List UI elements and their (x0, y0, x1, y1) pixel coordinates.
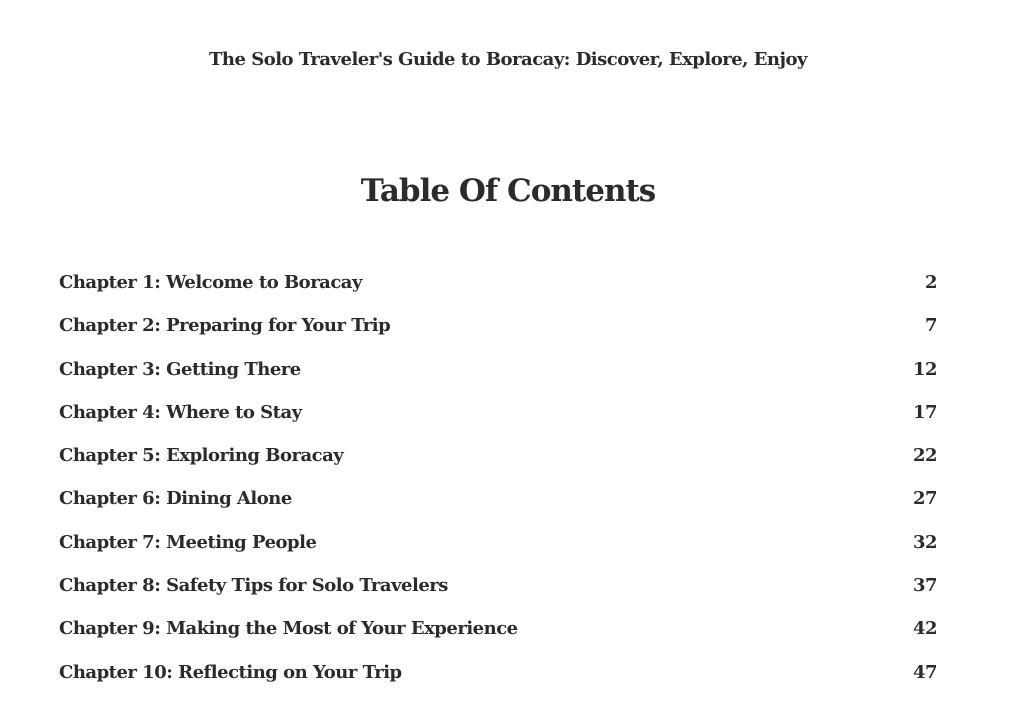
toc-entry-chapter-10[interactable] (59, 660, 937, 703)
toc-entry-title: Chapter 9: Making the Most of Your Experience (59, 618, 518, 640)
toc-entry-chapter-4[interactable] (59, 400, 937, 443)
toc-entry-chapter-9[interactable] (59, 616, 937, 659)
toc-entry-page-number: 27 (912, 488, 937, 510)
toc-entry-page-number: 17 (912, 401, 937, 423)
toc-entry-chapter-2[interactable] (59, 313, 937, 356)
toc-list (59, 270, 937, 703)
toc-entry-page-number: 22 (912, 445, 937, 467)
toc-entry-chapter-3[interactable] (59, 357, 937, 400)
toc-entry-title: Chapter 6: Dining Alone (59, 488, 292, 510)
toc-entry-title: Chapter 3: Getting There (59, 358, 301, 380)
toc-entry-chapter-5[interactable] (59, 443, 937, 486)
toc-entry-chapter-6[interactable] (59, 486, 937, 529)
toc-entry-page-number: 47 (912, 661, 937, 683)
toc-entry-title: Chapter 4: Where to Stay (59, 401, 302, 423)
toc-entry-title: Chapter 5: Exploring Boracay (59, 445, 344, 467)
toc-entry-chapter-7[interactable] (59, 530, 937, 573)
toc-entry-chapter-1[interactable] (59, 270, 937, 313)
toc-entry-page-number: 37 (912, 575, 937, 597)
toc-entry-page-number: 42 (912, 618, 937, 640)
toc-entry-title: Chapter 1: Welcome to Boracay (59, 272, 362, 293)
book-title: The Solo Traveler's Guide to Boracay: Discover, Explore, Enjoy (209, 49, 807, 70)
toc-entry-title: Chapter 8: Safety Tips for Solo Travelers (59, 575, 448, 597)
toc-entry-title: Chapter 10: Reflecting on Your Trip (59, 661, 402, 683)
toc-entry-page-number: 2 (924, 272, 937, 293)
toc-entry-page-number: 12 (912, 358, 937, 380)
toc-entry-page-number: 32 (912, 531, 937, 553)
toc-entry-chapter-8[interactable] (59, 573, 937, 616)
toc-heading: Table Of Contents (360, 173, 656, 209)
toc-entry-title: Chapter 7: Meeting People (59, 531, 317, 553)
toc-entry-title: Chapter 2: Preparing for Your Trip (59, 315, 391, 337)
toc-entry-page-number: 7 (924, 315, 937, 337)
